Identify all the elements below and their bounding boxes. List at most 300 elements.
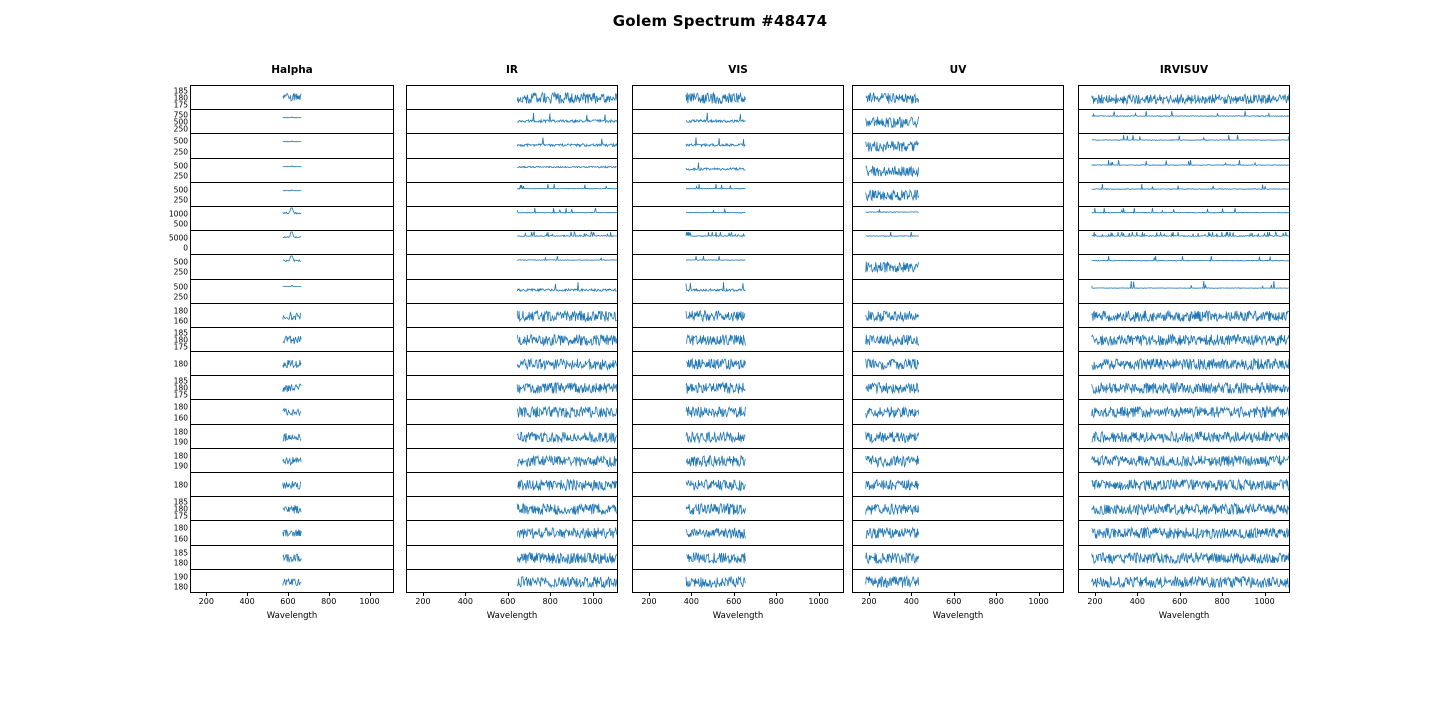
y-tick-label: 500 [173,185,188,195]
spectrum-subplot [632,85,844,109]
spectrum-subplot [852,109,1064,133]
spectrum-trace [191,352,395,376]
y-tick-label: 250 [173,195,188,205]
spectrum-subplot [632,133,844,157]
spectrum-trace [1079,231,1291,255]
x-tick-label: 800 [768,597,784,607]
x-tick-label: 800 [1214,597,1230,607]
spectrum-subplot [852,279,1064,303]
spectrum-trace [633,473,845,497]
spectrum-subplot [852,158,1064,182]
spectrum-trace [1079,183,1291,207]
spectrum-trace [853,352,1065,376]
y-tick-label: 185 [173,86,188,96]
panel-stack [406,85,618,593]
spectrum-subplot [632,424,844,448]
spectrum-trace [407,570,619,594]
spectrum-trace [853,134,1065,158]
spectrum-subplot [406,375,618,399]
y-axis-ticks [147,86,191,109]
y-tick-label: 180 [173,426,188,436]
panel-stack [168,85,394,593]
spectrum-subplot [632,158,844,182]
x-tick-label: 200 [861,597,877,607]
y-tick-label: 500 [173,219,188,229]
panel-stack [852,85,1064,593]
spectrum-trace [853,231,1065,255]
y-tick-label: 180 [173,93,188,103]
spectrum-subplot [173,520,394,544]
spectrum-trace [1079,134,1291,158]
y-axis-ticks [147,255,191,278]
spectrum-trace [633,86,845,110]
spectrum-subplot [632,303,844,327]
spectrum-subplot [173,303,394,327]
spectrum-subplot [173,327,394,352]
spectrum-subplot [173,545,394,569]
spectrum-subplot [852,182,1064,206]
y-axis-ticks [147,449,191,472]
x-tick-label: 800 [542,597,558,607]
y-tick-label: 160 [173,412,188,422]
spectrum-subplot [1078,279,1290,303]
spectrum-subplot [632,279,844,303]
spectrum-subplot [632,399,844,423]
spectrum-subplot [632,327,844,351]
spectrum-subplot [632,182,844,206]
spectrum-subplot [406,133,618,157]
spectrum-trace [407,497,619,521]
spectrum-subplot [632,569,844,593]
spectrum-subplot [852,569,1064,593]
spectrum-subplot [1078,569,1290,593]
x-tick-label: 1000 [1028,597,1049,607]
spectrum-subplot [852,303,1064,327]
x-tick-mark [1039,593,1040,596]
spectrum-trace [853,376,1065,400]
spectrum-subplot [1078,230,1290,254]
spectrum-subplot [406,569,618,593]
spectrum-subplot [173,448,394,472]
x-tick-label: 600 [726,597,742,607]
y-tick-label: 180 [173,305,188,315]
spectrum-trace [407,255,619,279]
spectrum-trace [407,328,619,352]
spectrum-subplot [173,182,394,206]
spectrum-trace [407,376,619,400]
spectrum-trace [191,497,395,521]
spectrum-trace [633,110,845,134]
spectrum-trace [407,207,619,231]
spectrum-trace [633,134,845,158]
spectrum-subplot [173,472,394,496]
spectrum-subplot [1078,399,1290,423]
y-tick-label: 175 [173,390,188,400]
spectrum-trace [1079,521,1291,545]
spectrum-trace [633,521,845,545]
x-tick-label: 400 [683,597,699,607]
spectrum-trace [633,255,845,279]
y-tick-label: 190 [173,572,188,582]
spectrum-subplot [632,375,844,399]
page-title: Golem Spectrum #48474 [612,12,828,30]
spectrum-trace [633,546,845,570]
spectrum-subplot [173,109,394,134]
y-axis-ticks [147,183,191,206]
spectrum-subplot [173,279,394,303]
x-axis [632,593,844,627]
spectrum-subplot [1078,133,1290,157]
x-tick-label: 800 [988,597,1004,607]
spectrum-trace [853,521,1065,545]
x-tick-label: 400 [903,597,919,607]
spectrum-trace [853,304,1065,328]
spectrum-trace [633,207,845,231]
spectrum-trace [853,473,1065,497]
spectrum-trace [407,159,619,183]
spectrum-subplot [1078,206,1290,230]
spectrum-subplot [1078,351,1290,375]
spectrum-subplot [406,230,618,254]
x-tick-label: 600 [500,597,516,607]
x-tick-mark [649,593,650,596]
y-tick-label: 160 [173,316,188,326]
spectrum-trace [191,110,395,134]
spectrum-subplot [632,206,844,230]
x-tick-mark [508,593,509,596]
spectrum-trace [407,304,619,328]
spectrum-trace [1079,304,1291,328]
x-tick-mark [288,593,289,596]
spectrum-trace [407,110,619,134]
spectrum-trace [1079,473,1291,497]
spectrum-trace [1079,110,1291,134]
x-axis-label: Wavelength [1158,611,1210,622]
spectrum-trace [191,400,395,424]
x-tick-label: 400 [239,597,255,607]
spectrum-subplot [406,279,618,303]
spectrum-trace [1079,352,1291,376]
x-tick-label: 1000 [808,597,829,607]
spectrum-trace [407,521,619,545]
spectrum-subplot [852,230,1064,254]
spectrum-subplot [406,351,618,375]
spectrum-subplot [852,327,1064,351]
spectrum-trace [1079,400,1291,424]
spectrum-trace [407,134,619,158]
y-tick-label: 185 [173,376,188,386]
spectrum-subplot [1078,545,1290,569]
x-tick-mark [911,593,912,596]
spectrum-trace [633,280,845,304]
spectrum-subplot [632,520,844,544]
y-axis-ticks [147,280,191,303]
spectrum-trace [191,134,395,158]
y-tick-label: 175 [173,511,188,521]
x-tick-label: 600 [1172,597,1188,607]
panel-stack [1078,85,1290,593]
spectrum-trace [633,159,845,183]
panel-title-uv: UV [949,64,967,76]
x-tick-mark [819,593,820,596]
y-tick-label: 250 [173,124,188,134]
y-tick-label: 180 [173,480,188,490]
spectrum-subplot [406,448,618,472]
panel-title-irvisuv: IRVISUV [1159,64,1209,76]
spectrum-subplot [852,545,1064,569]
spectrum-subplot [406,254,618,278]
spectrum-trace [1079,546,1291,570]
x-tick-label: 1000 [1254,597,1275,607]
spectrum-subplot [852,254,1064,278]
spectrum-subplot [632,351,844,375]
spectrum-trace [191,546,395,570]
spectrum-trace [191,207,395,231]
spectrum-subplot [173,424,394,448]
spectrum-subplot [406,399,618,423]
x-axis-label: Wavelength [932,611,984,622]
y-tick-label: 180 [173,383,188,393]
spectrum-subplot [173,254,394,278]
spectrum-subplot [168,230,394,254]
spectrum-subplot [852,85,1064,109]
spectrum-trace [191,183,395,207]
x-tick-mark [996,593,997,596]
spectrum-trace [1079,449,1291,473]
spectrum-trace [191,570,395,594]
y-axis-ticks [147,425,191,448]
x-tick-label: 600 [946,597,962,607]
spectrum-trace [1079,497,1291,521]
y-tick-label: 500 [173,281,188,291]
spectrum-subplot [632,545,844,569]
spectrum-trace [191,255,395,279]
y-tick-label: 0 [183,243,188,253]
spectrum-subplot [852,351,1064,375]
x-tick-label: 200 [641,597,657,607]
spectrum-trace [853,86,1065,110]
x-tick-label: 800 [321,597,337,607]
x-tick-label: 400 [457,597,473,607]
y-tick-label: 750 [173,110,188,120]
x-tick-mark [329,593,330,596]
spectrum-trace [853,570,1065,594]
x-tick-label: 1000 [582,597,603,607]
y-tick-label: 1000 [168,209,188,219]
spectrum-trace [633,231,845,255]
x-tick-mark [954,593,955,596]
y-tick-label: 250 [173,291,188,301]
x-tick-mark [734,593,735,596]
spectrum-subplot [632,230,844,254]
spectrum-trace [633,497,845,521]
y-axis-ticks [147,376,191,399]
x-axis-label: Wavelength [486,611,538,622]
spectrum-trace [407,86,619,110]
y-axis-ticks [147,207,191,230]
spectrum-trace [853,546,1065,570]
x-tick-mark [593,593,594,596]
spectrum-trace [633,376,845,400]
panel-title-halpha: Halpha [271,64,313,76]
spectrum-trace [853,183,1065,207]
spectrum-trace [1079,570,1291,594]
y-tick-label: 180 [173,582,188,592]
y-axis-ticks [147,521,191,544]
x-tick-mark [776,593,777,596]
y-axis-ticks [147,570,191,592]
spectrum-trace [1079,86,1291,110]
spectrum-subplot [173,351,394,375]
spectrum-subplot [173,399,394,423]
spectrum-trace [853,400,1065,424]
spectrum-subplot [406,303,618,327]
x-axis-label: Wavelength [266,611,318,622]
x-tick-label: 1000 [359,597,380,607]
spectrum-trace [633,400,845,424]
spectrum-trace [1079,207,1291,231]
spectrum-trace [407,425,619,449]
spectrum-trace [853,497,1065,521]
y-tick-label: 500 [173,117,188,127]
y-tick-label: 180 [173,402,188,412]
x-axis-label: Wavelength [712,611,764,622]
spectrum-trace [407,400,619,424]
y-tick-label: 190 [173,437,188,447]
y-tick-label: 250 [173,146,188,156]
y-tick-label: 5000 [168,233,188,243]
spectrum-subplot [632,109,844,133]
spectrum-subplot [1078,158,1290,182]
spectrum-trace [407,449,619,473]
x-tick-mark [247,593,248,596]
x-tick-mark [1137,593,1138,596]
spectrum-trace [1079,328,1291,352]
x-tick-label: 400 [1129,597,1145,607]
y-axis-ticks [147,473,191,496]
y-axis-ticks [147,159,191,182]
spectrum-subplot [173,496,394,521]
y-axis-ticks [147,304,191,327]
y-axis-ticks [147,110,191,133]
spectrum-subplot [406,206,618,230]
spectrum-subplot [1078,109,1290,133]
spectrum-trace [191,304,395,328]
y-tick-label: 180 [173,335,188,345]
spectrum-subplot [1078,424,1290,448]
y-tick-label: 180 [173,504,188,514]
spectrum-trace [191,473,395,497]
spectrum-subplot [173,85,394,110]
spectrum-subplot [852,448,1064,472]
spectrum-trace [853,207,1065,231]
y-axis-ticks [147,400,191,423]
x-tick-mark [691,593,692,596]
x-axis [1078,593,1290,627]
spectrum-subplot [406,520,618,544]
spectrum-trace [633,352,845,376]
spectrum-trace [407,231,619,255]
spectrum-trace [1079,376,1291,400]
spectrum-trace [407,183,619,207]
spectrum-subplot [1078,85,1290,109]
spectrum-trace [191,376,395,400]
x-tick-label: 200 [1087,597,1103,607]
spectrum-subplot [852,424,1064,448]
panel-stack [632,85,844,593]
panel-title-vis: VIS [728,64,748,76]
spectrum-trace [191,280,395,304]
spectrum-subplot [632,254,844,278]
y-tick-label: 500 [173,160,188,170]
x-tick-mark [370,593,371,596]
spectrum-trace [407,546,619,570]
spectrum-trace [191,328,395,352]
y-tick-label: 190 [173,461,188,471]
spectrum-subplot [1078,472,1290,496]
x-tick-mark [1180,593,1181,596]
spectrum-subplot [1078,303,1290,327]
spectrum-subplot [852,133,1064,157]
spectrum-subplot [1078,520,1290,544]
spectrum-trace [853,425,1065,449]
x-tick-mark [1222,593,1223,596]
spectrum-subplot [173,569,394,593]
y-tick-label: 185 [173,547,188,557]
spectrum-subplot [1078,448,1290,472]
spectrum-subplot [406,472,618,496]
spectrum-trace [633,449,845,473]
spectrum-subplot [173,375,394,400]
y-tick-label: 250 [173,170,188,180]
y-tick-label: 180 [173,359,188,369]
y-tick-label: 185 [173,328,188,338]
y-tick-label: 160 [173,533,188,543]
spectrum-trace [633,183,845,207]
spectrum-subplot [852,206,1064,230]
y-axis-ticks [147,546,191,569]
y-tick-label: 185 [173,497,188,507]
x-tick-mark [465,593,466,596]
y-tick-label: 250 [173,267,188,277]
y-axis-ticks [147,134,191,157]
spectrum-subplot [1078,327,1290,351]
x-tick-mark [550,593,551,596]
spectrum-subplot [852,520,1064,544]
spectrum-subplot [406,109,618,133]
spectrum-trace [633,304,845,328]
y-tick-label: 500 [173,257,188,267]
spectrum-subplot [406,545,618,569]
spectrum-subplot [406,327,618,351]
spectrum-trace [1079,425,1291,449]
panel-title-ir: IR [506,64,518,76]
x-axis [852,593,1064,627]
spectrum-trace [853,110,1065,134]
spectrum-subplot [1078,496,1290,520]
y-axis-ticks [147,497,191,520]
spectrum-trace [191,449,395,473]
x-tick-label: 200 [198,597,214,607]
spectrum-subplot [632,472,844,496]
spectrum-trace [853,159,1065,183]
y-tick-label: 175 [173,342,188,352]
spectrum-subplot [406,424,618,448]
spectrum-trace [1079,255,1291,279]
spectrum-trace [191,86,395,110]
spectrum-subplot [1078,375,1290,399]
x-tick-label: 200 [415,597,431,607]
